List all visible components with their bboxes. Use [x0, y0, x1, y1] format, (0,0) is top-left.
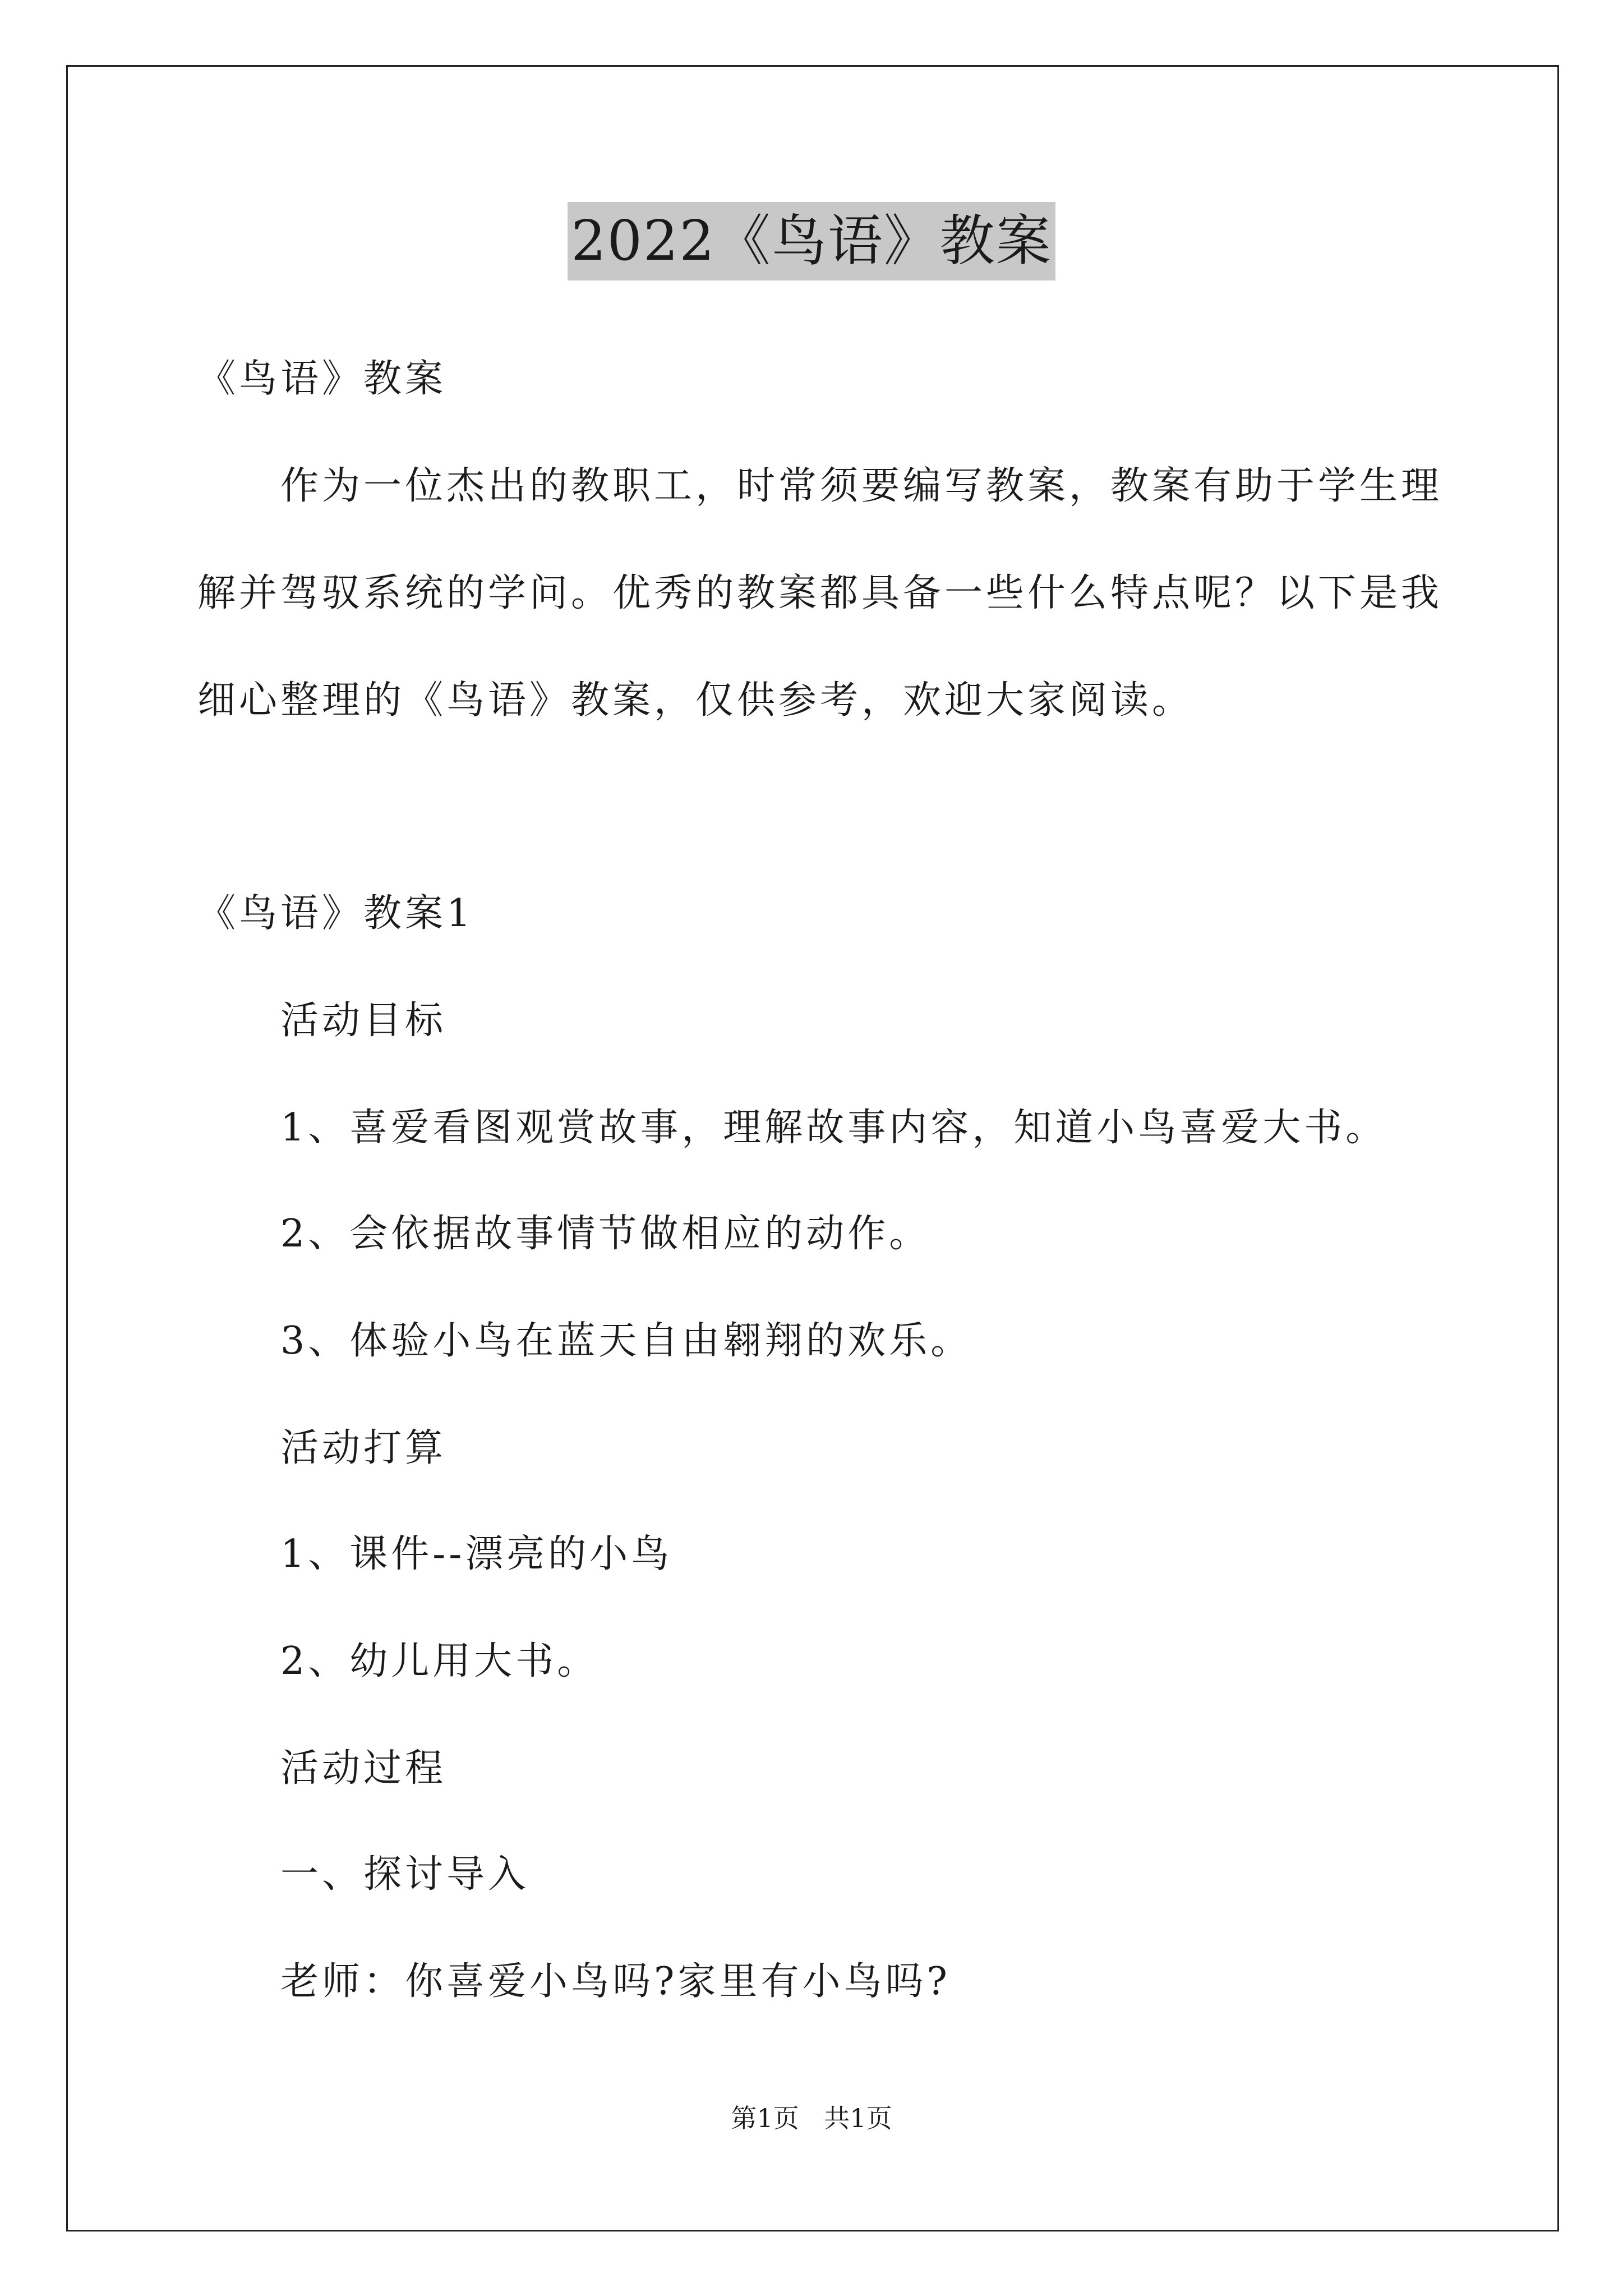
body-line: 1、喜爱看图观赏故事，理解故事内容，知道小鸟喜爱大书。	[280, 1106, 1387, 1150]
body-line: 一、探讨导入	[280, 1852, 530, 1897]
body-line: 活动过程	[280, 1746, 447, 1791]
body-line: 2、会依据故事情节做相应的动作。	[280, 1212, 931, 1256]
body-line: 1、课件--漂亮的小鸟	[280, 1532, 673, 1576]
page-footer: 第1页 共1页	[731, 2103, 892, 2133]
section-heading: 《鸟语》教案1	[197, 891, 474, 936]
intro-line: 解并驾驭系统的学问。优秀的教案都具备一些什么特点呢？以下是我	[197, 571, 1443, 615]
document-title: 2022《鸟语》教案	[568, 202, 1055, 280]
body-line: 活动目标	[280, 999, 447, 1043]
intro-line: 细心整理的《鸟语》教案，仅供参考，欢迎大家阅读。	[197, 678, 1194, 723]
intro-line: 作为一位杰出的教职工，时常须要编写教案，教案有助于学生理	[280, 464, 1443, 508]
body-line: 活动打算	[280, 1426, 447, 1470]
body-line: 老师：你喜爱小鸟吗?家里有小鸟吗?	[280, 1959, 951, 2004]
title-container	[0, 202, 1623, 280]
body-line: 2、幼儿用大书。	[280, 1639, 599, 1683]
body-line: 3、体验小鸟在蓝天自由翱翔的欢乐。	[280, 1319, 972, 1363]
subtitle: 《鸟语》教案	[197, 357, 447, 401]
